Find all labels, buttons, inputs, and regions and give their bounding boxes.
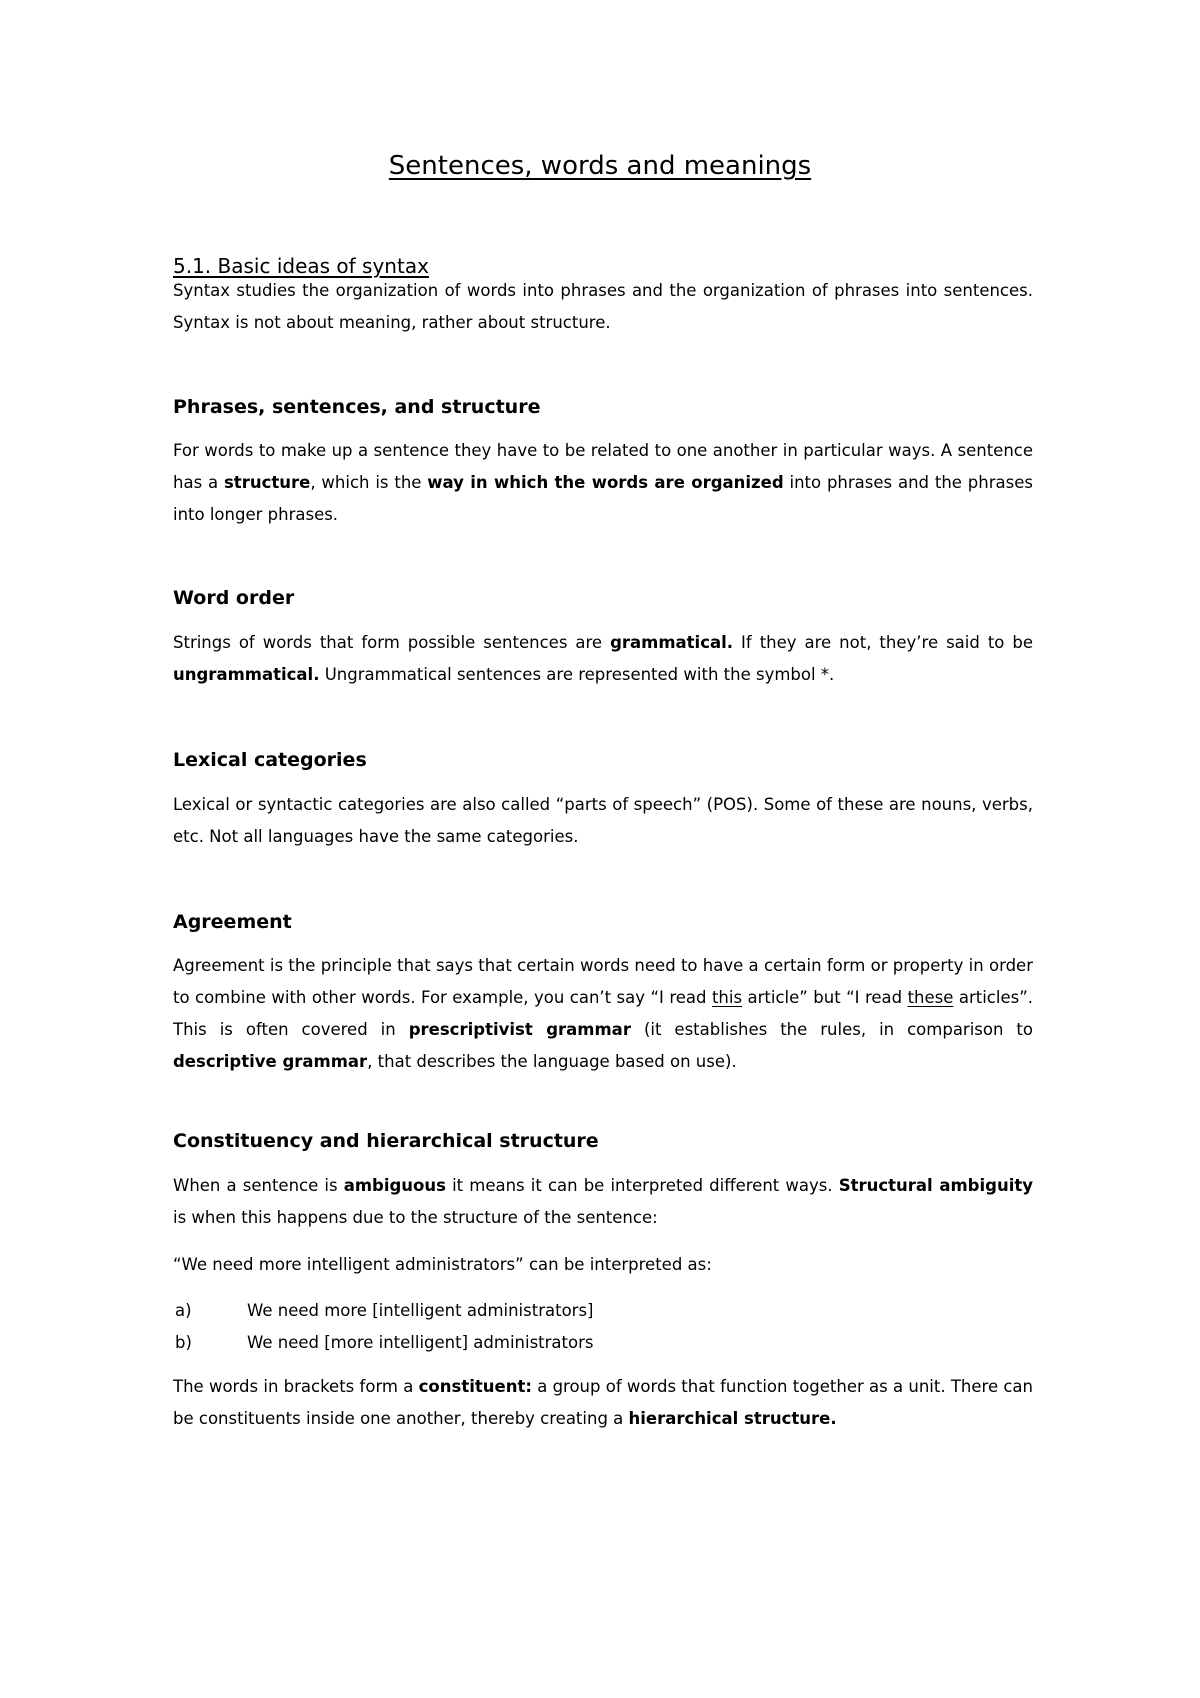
text-run: articles”. This is often covered in xyxy=(173,988,1033,1039)
document-title: Sentences, words and meanings xyxy=(388,151,812,181)
heading-word-order: Word order xyxy=(173,587,295,609)
list-item-text: We need [more intelligent] administrators xyxy=(247,1333,594,1352)
text-run: is when this happens due to the structure of the sentence: xyxy=(173,1208,658,1227)
paragraph-phrases xyxy=(173,435,1033,531)
bold-term: structure xyxy=(223,473,311,492)
heading-phrases: Phrases, sentences, and structure xyxy=(173,396,541,418)
paragraph-word-order xyxy=(173,627,1033,691)
text-run: Ungrammatical sentences are represented with the symbol *. xyxy=(319,665,835,684)
list-item-text: We need more [intelligent administrators] xyxy=(247,1301,594,1320)
intro-paragraph: Syntax studies the organization of words into phrases and the organization of phrases into sentences. Syntax is not about meaning, rather about structure. xyxy=(173,281,1033,332)
bold-term: grammatical. xyxy=(610,633,734,652)
heading-agreement: Agreement xyxy=(173,911,292,933)
paragraph-lexical-categories: Lexical or syntactic categories are also called “parts of speech” (POS). Some of these are nouns, verbs, etc. Not all languages have the same categories. xyxy=(173,795,1033,846)
text-run: When a sentence is xyxy=(173,1176,344,1195)
list-item xyxy=(173,1327,1033,1359)
text-run: The words in brackets form a xyxy=(173,1377,419,1396)
bold-term: prescriptivist grammar xyxy=(408,1020,631,1039)
text-run: a group of words that function together as a unit. There can be constituents inside one another, thereby creating a xyxy=(173,1377,1034,1428)
text-run: , that describes the language based on use). xyxy=(367,1052,737,1071)
text-run: Strings of words that form possible sentences are xyxy=(173,633,611,652)
list-marker: a) xyxy=(175,1301,192,1320)
bold-term: descriptive grammar xyxy=(173,1052,368,1071)
heading-constituency: Constituency and hierarchical structure xyxy=(173,1130,599,1152)
text-run: For words to make up a sentence they have to be related to one another in particular ways. A sentence has a xyxy=(173,441,1033,492)
list-marker: b) xyxy=(175,1333,192,1352)
paragraph-agreement xyxy=(173,950,1033,1078)
bold-term: ambiguous xyxy=(343,1176,446,1195)
paragraph-constituent xyxy=(173,1371,1033,1435)
text-run: Agreement is the principle that says that certain words need to have a certain form or property in order to combine with other words. For example, you can’t say “I read xyxy=(173,956,1033,1007)
underlined-word: these xyxy=(907,988,954,1007)
text-run: into phrases and the phrases into longer phrases. xyxy=(173,473,1033,524)
text-run: it means it can be interpreted different ways. xyxy=(445,1176,839,1195)
bold-term: Structural ambiguity xyxy=(838,1176,1033,1195)
underlined-word: this xyxy=(711,988,743,1007)
text-run: If they are not, they’re said to be xyxy=(733,633,1033,652)
text-run: article” but “I read xyxy=(742,988,908,1007)
bold-term: ungrammatical. xyxy=(173,665,320,684)
example-intro: “We need more intelligent administrators” can be interpreted as: xyxy=(173,1255,712,1274)
bold-term: hierarchical structure. xyxy=(628,1409,837,1428)
heading-lexical-categories: Lexical categories xyxy=(173,749,367,771)
list-item xyxy=(173,1295,1033,1327)
bold-term: constituent: xyxy=(418,1377,532,1396)
text-run: (it establishes the rules, in comparison to xyxy=(630,1020,1033,1039)
text-run: , which is the xyxy=(310,473,428,492)
paragraph-ambiguity xyxy=(173,1170,1033,1234)
section-title: 5.1. Basic ideas of syntax xyxy=(173,254,429,278)
bold-term: way in which the words are organized xyxy=(427,473,784,492)
